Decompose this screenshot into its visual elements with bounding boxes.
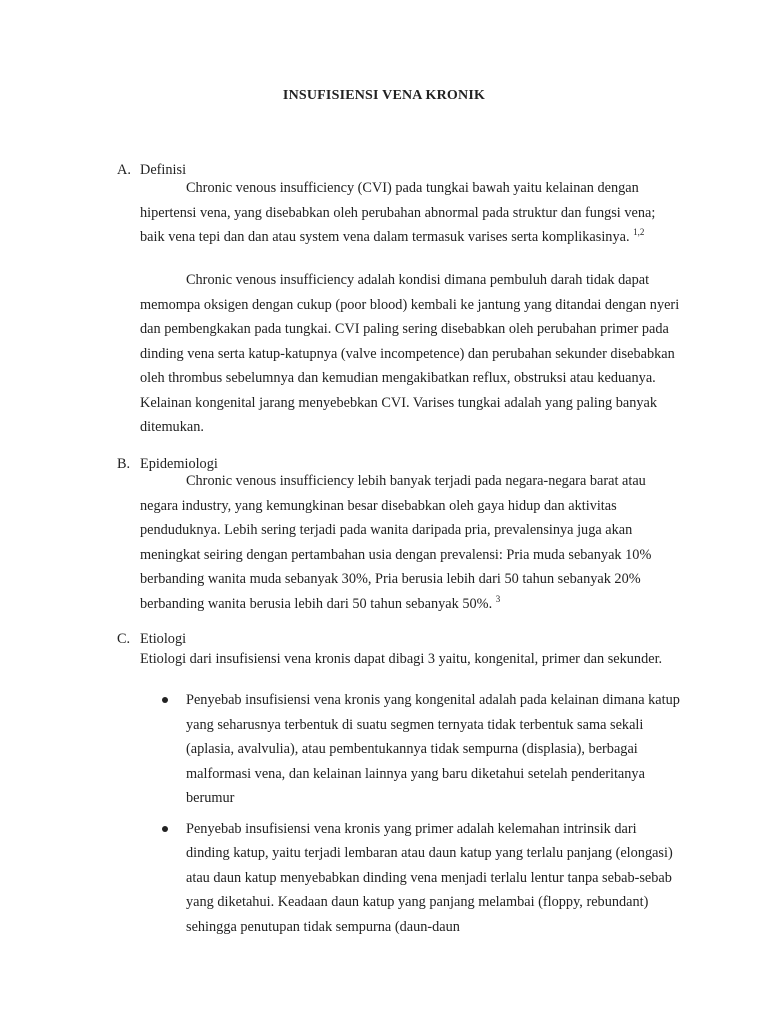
etiologi-intro: Etiologi dari insufisiensi vena kronis dapat dibagi 3 yaitu, kongenital, primer dan sekunder. — [140, 651, 663, 667]
citation-ref: 1,2 — [633, 227, 645, 237]
section-a-heading: Definisi — [140, 162, 187, 178]
section-c-heading: Etiologi — [140, 631, 187, 647]
bullet-icon — [162, 826, 168, 832]
epidemiologi-paragraph: Chronic venous insufficiency lebih banyak terjadi pada negara-negara barat atau negara industry, yang kemungkinan besar disebabkan oleh gaya hidup dan aktivitas penduduknya. Lebih sering terjadi pada wanita daripada pria, prevalensinya juga akan meningkat seiring dengan pertambahan usia dengan prevalensi: Pria muda sebanyak 10% berbanding wanita muda sebanyak 30%, Pria berusia lebih dari 50 tahun sebanyak 20% berbanding wanita berusia lebih dari 50 tahun sebanyak 50%. $^3$ — [140, 473, 652, 612]
section-b-letter: B. — [117, 456, 131, 472]
definisi-paragraph-1: Chronic venous insufficiency (CVI) pada tungkai bawah yaitu kelainan dengan hipertensi vena, yang disebabkan oleh perubahan abnormal pada struktur dan fungsi vena; baik vena tepi dan dan atau system vena dalam termasuk varises serta komplikasinya. $^{1,2}$ — [140, 180, 656, 245]
document-title: INSUFISIENSI VENA KRONIK — [282, 88, 486, 103]
list-item: Penyebab insufisiensi vena kronis yang primer adalah kelemahan intrinsik dari dinding katup, yaitu terjadi lembaran atau daun katup yang terlalu panjang (elongasi) atau daun katup menyebabkan dinding vena menjadi terlalu lentur tanpa sebab-sebab yang diketahui. Keadaan daun katup yang panjang melambai (floppy, rebundant) sehingga penutupan tidak sempurna (daun-daun — [140, 817, 680, 940]
citation-ref: 3 — [495, 593, 501, 604]
bullet-icon — [162, 697, 168, 703]
etiologi-bullet-list — [140, 688, 680, 939]
section-b-heading: Epidemiologi — [140, 456, 218, 472]
list-item: Penyebab insufisiensi vena kronis yang kongenital adalah pada kelainan dimana katup yang seharusnya terbentuk di suatu segmen ternyata tidak terbentuk sama sekali (aplasia, avalvulia), atau pembentukannya tidak sempurna (displasia), berbagai malformasi vena, dan kelainan lainnya yang baru diketahui setelah penderitanya berumur — [140, 688, 680, 811]
definisi-paragraph-2: Chronic venous insufficiency adalah kondisi dimana pembuluh darah tidak dapat memompa oksigen dengan cukup (poor blood) kembali ke jantung yang ditandai dengan nyeri dan pembengkakan pada tungkai. CVI paling sering disebabkan oleh perubahan primer pada dinding vena serta katup-katupnya (valve incompetence) dan perubahan sekunder disebabkan oleh thrombus sebelumnya dan kemudian mengakibatkan reflux, obstruksi atau keduanya. Kelainan kongenital jarang menyebebkan CVI. Varises tungkai adalah yang paling banyak ditemukan. — [140, 272, 680, 435]
section-a-letter: A. — [117, 162, 131, 178]
section-c-letter: C. — [117, 631, 131, 647]
